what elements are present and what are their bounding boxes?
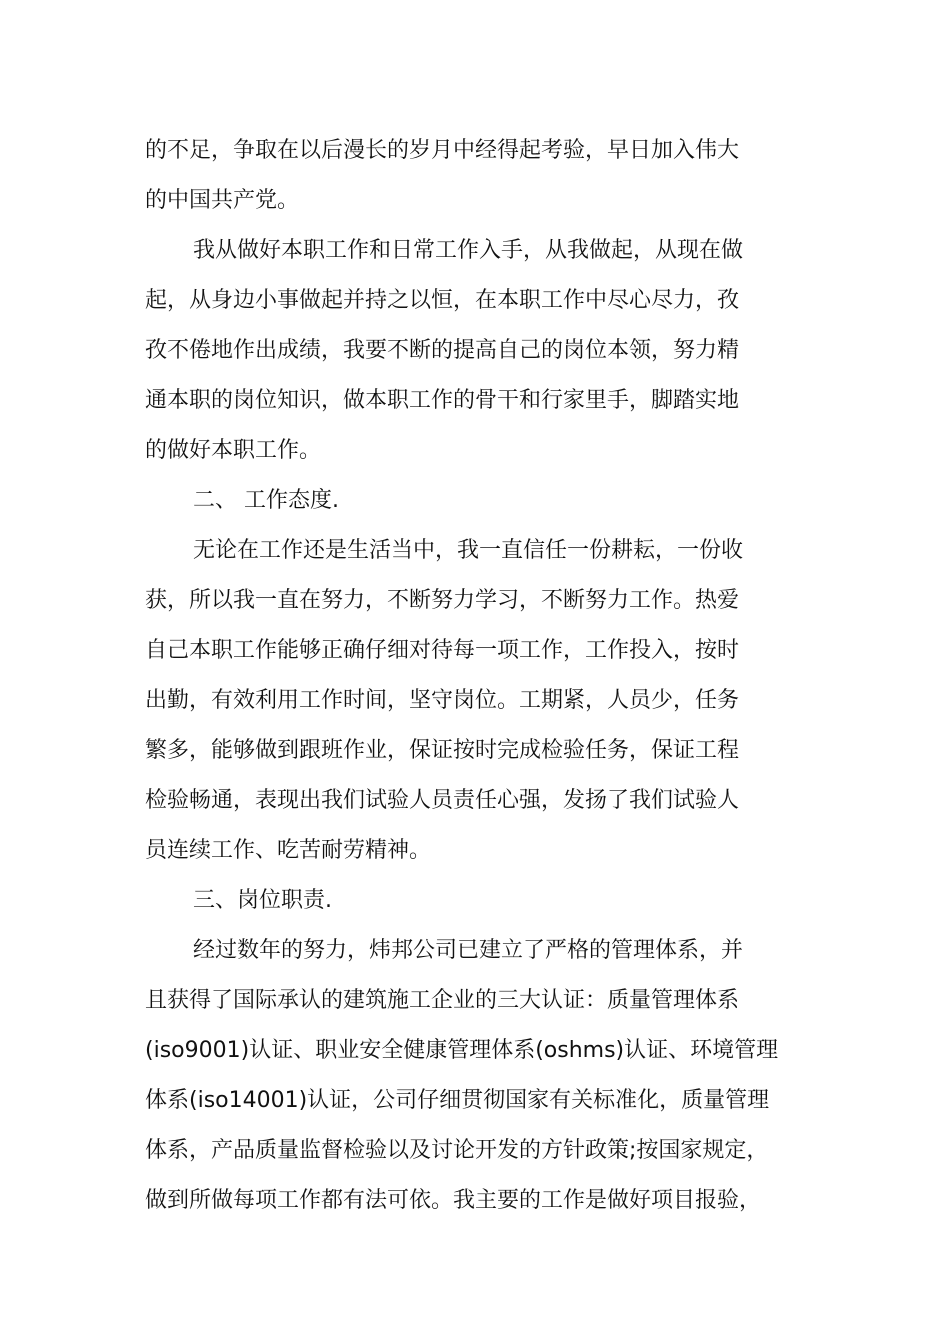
text-line: 员连续工作、吃苦耐劳精神。 [145, 838, 432, 863]
text-line: 繁多，能够做到跟班作业，保证按时完成检验任务，保证工程 [145, 738, 740, 763]
section-heading: 二、 工作态度. [193, 488, 339, 513]
text-line: 获，所以我一直在努力，不断努力学习，不断努力工作。热爱 [145, 588, 740, 613]
text-line: 体系，产品质量监督检验以及讨论开发的方针政策;按国家规定， [145, 1138, 769, 1163]
text-line: 自己本职工作能够正确仔细对待每一项工作，工作投入，按时 [145, 638, 740, 663]
section-heading: 三、岗位职责. [193, 888, 332, 913]
text-line: 体系(iso14001)认证，公司仔细贯彻国家有关标准化，质量管理 [145, 1088, 770, 1113]
text-line: 做到所做每项工作都有法可依。我主要的工作是做好项目报验， [145, 1188, 762, 1213]
text-line: 的做好本职工作。 [145, 438, 322, 463]
text-line: 的中国共产党。 [145, 188, 300, 213]
paragraph-start-line: 我从做好本职工作和日常工作入手，从我做起，从现在做 [193, 238, 744, 263]
text-line: (iso9001)认证、职业安全健康管理体系(oshms)认证、环境管理 [145, 1038, 779, 1063]
paragraph-start-line: 经过数年的努力，炜邦公司已建立了严格的管理体系，并 [193, 938, 744, 963]
text-line: 起，从身边小事做起并持之以恒，在本职工作中尽心尽力，孜 [145, 288, 740, 313]
text-line: 且获得了国际承认的建筑施工企业的三大认证：质量管理体系 [145, 988, 740, 1013]
text-line: 的不足，争取在以后漫长的岁月中经得起考验，早日加入伟大 [145, 138, 740, 163]
text-line: 通本职的岗位知识，做本职工作的骨干和行家里手，脚踏实地 [145, 388, 740, 413]
text-line: 出勤，有效利用工作时间，坚守岗位。工期紧，人员少，任务 [145, 688, 740, 713]
paragraph-start-line: 无论在工作还是生活当中，我一直信任一份耕耘，一份收 [193, 538, 744, 563]
text-line: 孜不倦地作出成绩，我要不断的提高自己的岗位本领，努力精 [145, 338, 740, 363]
text-line: 检验畅通，表现出我们试验人员责任心强，发扬了我们试验人 [145, 788, 740, 813]
